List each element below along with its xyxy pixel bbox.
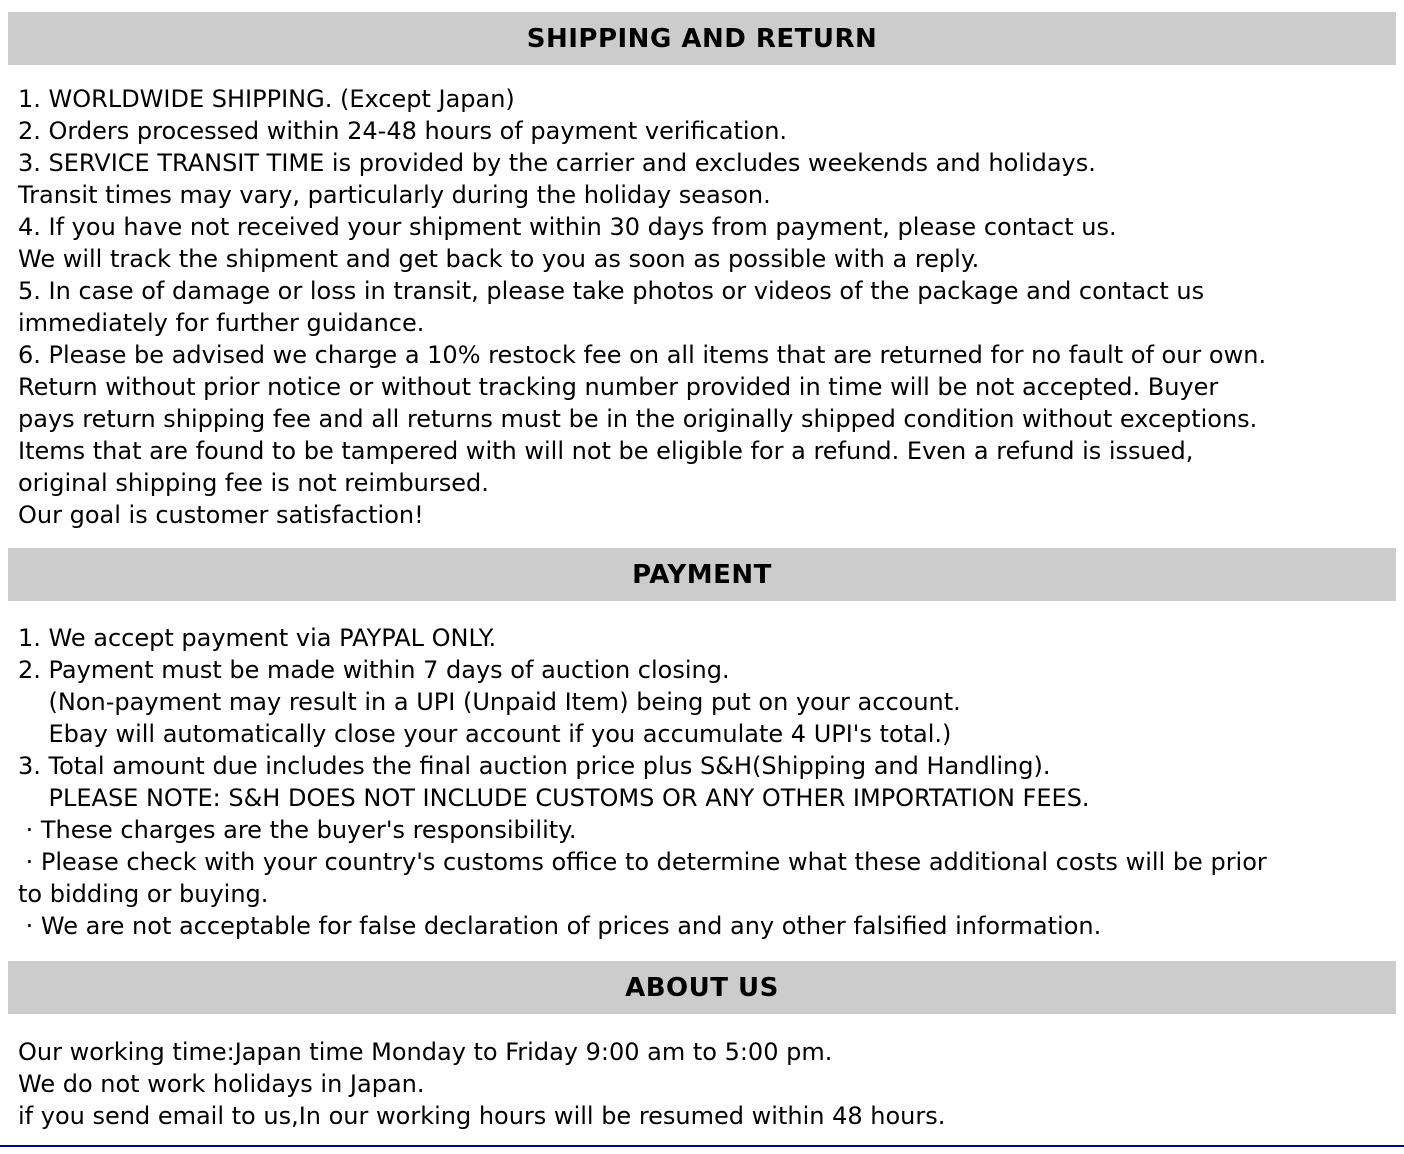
text-line: if you send email to us,In our working hours will be resumed within 48 hours. bbox=[18, 1102, 946, 1130]
text-line: Return without prior notice or without tracking number provided in time will be not accepted. Buyer bbox=[18, 373, 1219, 401]
section-header-about-us: ABOUT US bbox=[8, 961, 1396, 1014]
shipping-and-return-text bbox=[8, 65, 1396, 548]
text-line: Transit times may vary, particularly during the holiday season. bbox=[18, 181, 771, 209]
text-line: pays return shipping fee and all returns must be in the originally shipped condition without exceptions. bbox=[18, 405, 1258, 433]
text-line: · These charges are the buyer's responsibility. bbox=[18, 816, 577, 844]
text-line: Items that are found to be tampered with will not be eligible for a refund. Even a refund is issued, bbox=[18, 437, 1194, 465]
text-line: Our goal is customer satisfaction! bbox=[18, 501, 424, 529]
text-line: immediately for further guidance. bbox=[18, 309, 425, 337]
text-line: Ebay will automatically close your account if you accumulate 4 UPI's total.) bbox=[18, 720, 952, 748]
text-line: 2. Orders processed within 24-48 hours of payment verification. bbox=[18, 117, 788, 145]
text-line: · We are not acceptable for false declaration of prices and any other falsified information. bbox=[18, 912, 1102, 940]
bottom-divider bbox=[0, 1145, 1404, 1147]
text-line: 6. Please be advised we charge a 10% restock fee on all items that are returned for no fault of our own. bbox=[18, 341, 1267, 369]
text-line: 3. SERVICE TRANSIT TIME is provided by the carrier and excludes weekends and holidays. bbox=[18, 149, 1096, 177]
text-line: (Non-payment may result in a UPI (Unpaid Item) being put on your account. bbox=[18, 688, 961, 716]
text-line: 1. We accept payment via PAYPAL ONLY. bbox=[18, 624, 497, 652]
payment-text bbox=[8, 601, 1396, 961]
text-line: We do not work holidays in Japan. bbox=[18, 1070, 425, 1098]
text-line: Our working time:Japan time Monday to Friday 9:00 am to 5:00 pm. bbox=[18, 1038, 833, 1066]
text-line: to bidding or buying. bbox=[18, 880, 269, 908]
text-line: · Please check with your country's customs office to determine what these additional costs will be prior bbox=[18, 848, 1267, 876]
text-line: original shipping fee is not reimbursed. bbox=[18, 469, 489, 497]
section-shipping-and-return bbox=[8, 12, 1396, 548]
text-line: 3. Total amount due includes the final auction price plus S&H(Shipping and Handling). bbox=[18, 752, 1051, 780]
section-about-us bbox=[8, 961, 1396, 1144]
text-line: PLEASE NOTE: S&H DOES NOT INCLUDE CUSTOMS OR ANY OTHER IMPORTATION FEES. bbox=[18, 784, 1090, 812]
section-header-shipping-and-return: SHIPPING AND RETURN bbox=[8, 12, 1396, 65]
section-header-payment: PAYMENT bbox=[8, 548, 1396, 601]
text-line: 1. WORLDWIDE SHIPPING. (Except Japan) bbox=[18, 85, 515, 113]
section-payment bbox=[8, 548, 1396, 961]
text-line: We will track the shipment and get back to you as soon as possible with a reply. bbox=[18, 245, 980, 273]
text-line: 2. Payment must be made within 7 days of auction closing. bbox=[18, 656, 730, 684]
text-line: 5. In case of damage or loss in transit, please take photos or videos of the package and contact us bbox=[18, 277, 1205, 305]
text-line: 4. If you have not received your shipment within 30 days from payment, please contact us. bbox=[18, 213, 1117, 241]
about-us-text bbox=[8, 1014, 1396, 1144]
